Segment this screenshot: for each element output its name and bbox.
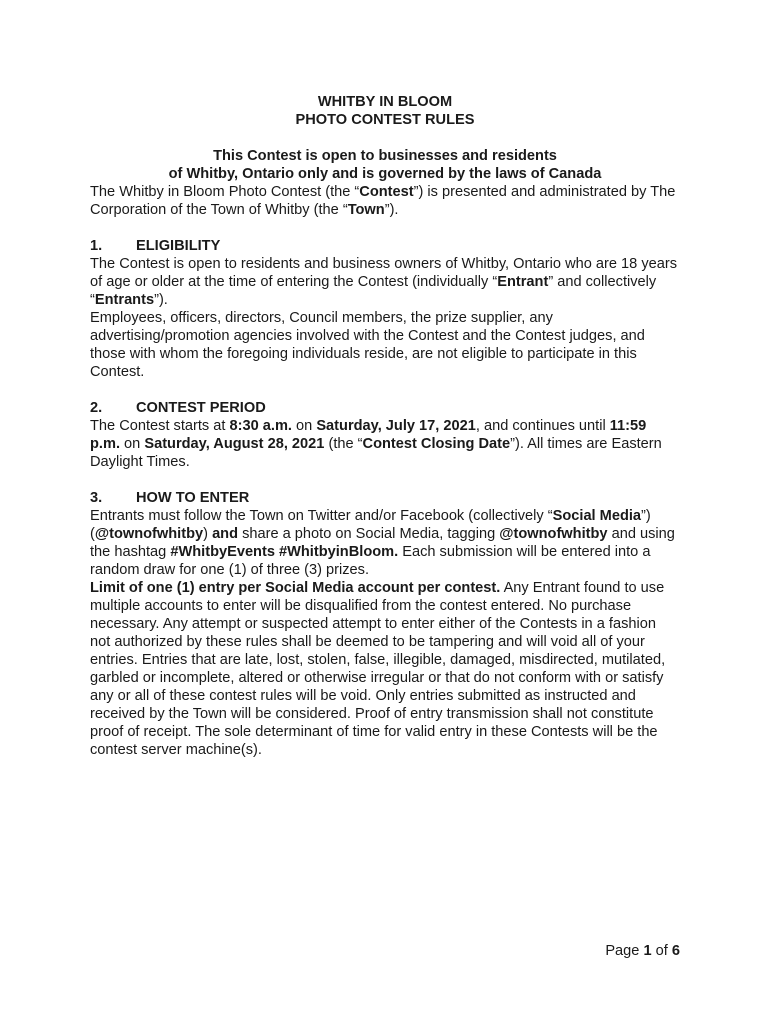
section-number: 2. [90,400,103,416]
how-to-enter-paragraph-1: Entrants must follow the Town on Twitter and/or Facebook (collectively “Social Media”) (@townofwhitby) and share a photo on Social Media, tagging @townofwhitby and using the hashtag #WhitbyEvents #WhitbyinBloom. Each submission will be entered into a random draw for one (1) of three (3) prizes. [90,508,675,578]
section-heading-how-to-enter [90,489,680,507]
title-line-1: WHITBY IN BLOOM [317,94,453,110]
how-to-enter-paragraph-2: Limit of one (1) entry per Social Media account per contest. Any Entrant found to use multiple accounts to enter will be disqualified from the contest entered. No purchase necessary. Any attempt or suspected attempt to enter either of the Contests in a fashion not authorized by these rules shall be deemed to be tampering and will void all of your entries. Entries that are late, lost, stolen, false, illegible, damaged, misdirected, mutilated, garbled or incomplete, altered or otherwise irregular or that do not conform with or satisfy any or all of these contest rules will be void. Only entries submitted as instructed and received by the Town will be considered. Proof of entry transmission shall not constitute proof of receipt. The sole determinant of time for valid entry in these Contests will be the contest server machine(s). [90,580,666,758]
section-title: HOW TO ENTER [136,490,250,506]
eligibility-paragraph-1: The Contest is open to residents and business owners of Whitby, Ontario who are 18 years of age or older at the time of entering the Contest (individually “Entrant” and collectively “Entrants”). [90,256,678,308]
document-page [90,93,680,759]
subtitle-line-1: This Contest is open to businesses and residents [213,148,557,164]
document-subtitle [90,147,680,183]
section-number: 3. [90,490,103,506]
section-heading-eligibility [90,237,680,255]
page-number-footer: Page 1 of 6 [605,943,680,959]
section-title: ELIGIBILITY [136,238,221,254]
section-heading-contest-period [90,399,680,417]
eligibility-paragraph-2: Employees, officers, directors, Council members, the prize supplier, any advertising/promotion agencies involved with the Contest and the Contest judges, and those with whom the foregoing individuals reside, are not eligible to participate in this Contest. [90,310,645,380]
contest-period-paragraph: The Contest starts at 8:30 a.m. on Saturday, July 17, 2021, and continues until 11:59 p.m. on Saturday, August 28, 2021 (the “Contest Closing Date”). All times are Eastern Daylight Times. [90,418,662,470]
document-title [90,93,680,129]
section-number: 1. [90,238,103,254]
title-line-2: PHOTO CONTEST RULES [295,112,475,128]
subtitle-line-2: of Whitby, Ontario only and is governed by the laws of Canada [168,166,602,182]
section-title: CONTEST PERIOD [136,400,266,416]
intro-paragraph: The Whitby in Bloom Photo Contest (the “Contest”) is presented and administrated by The Corporation of the Town of Whitby (the “Town”). [90,184,676,218]
